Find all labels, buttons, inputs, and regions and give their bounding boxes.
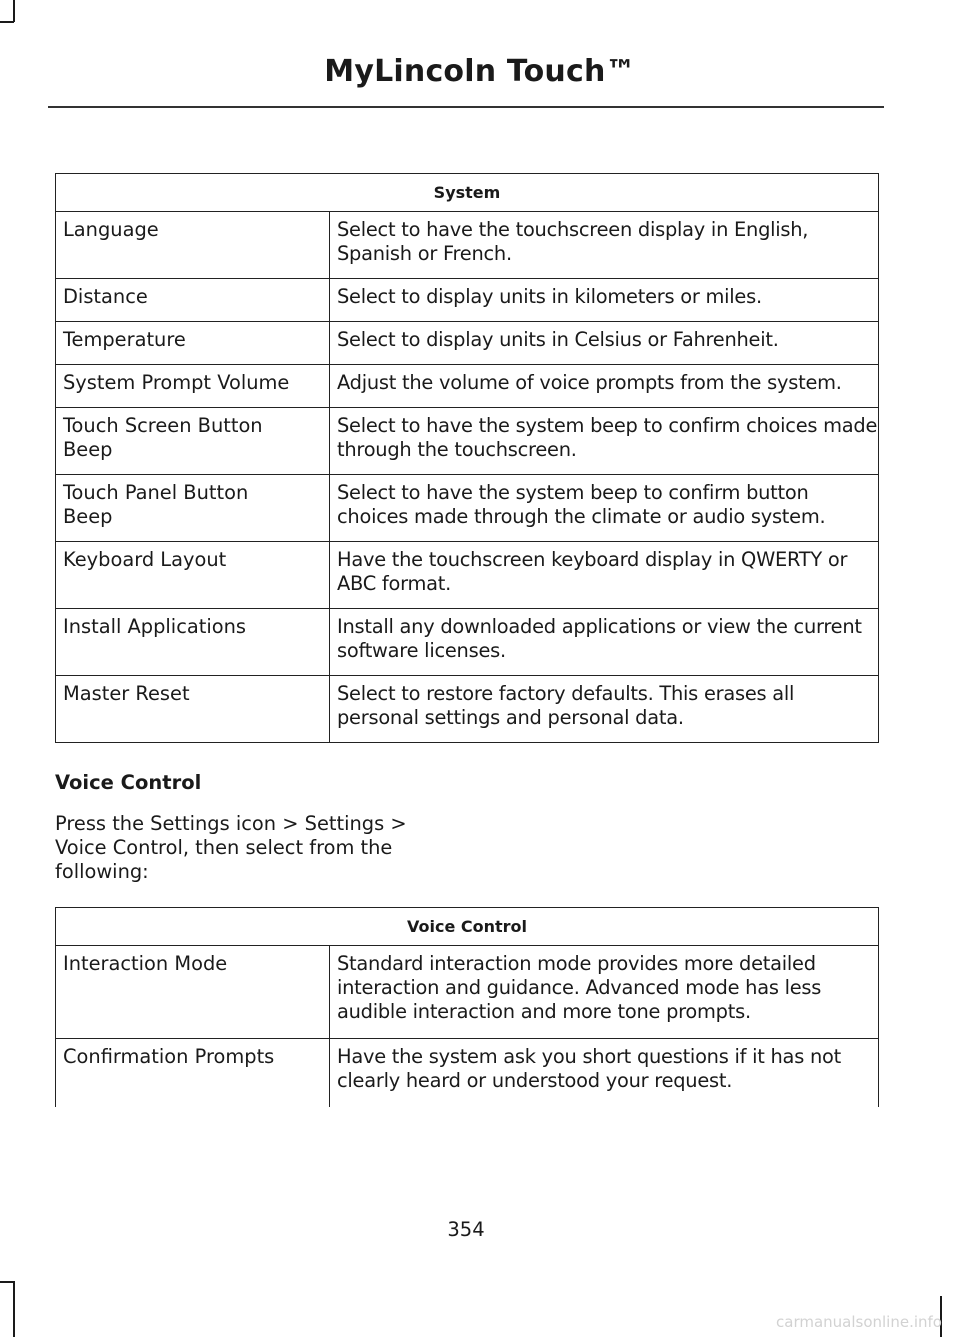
table-row bbox=[56, 365, 879, 408]
table-title: System bbox=[56, 174, 879, 212]
table-row bbox=[56, 212, 879, 279]
setting-description: Adjust the volume of voice prompts from the system. bbox=[330, 365, 879, 408]
setting-description: Select to restore factory defaults. This erases all personal settings and personal data. bbox=[330, 676, 879, 743]
system-settings-table bbox=[55, 173, 879, 743]
setting-name: Touch Screen Button Beep bbox=[56, 408, 330, 475]
setting-description: Select to have the system beep to confirm button choices made through the climate or audio system. bbox=[330, 475, 879, 542]
setting-description: Select to have the touchscreen display in English, Spanish or French. bbox=[330, 212, 879, 279]
table-row bbox=[56, 609, 879, 676]
crop-mark-bottom-left-vertical bbox=[13, 1281, 15, 1337]
table-row bbox=[56, 946, 879, 1039]
setting-name: Distance bbox=[56, 279, 330, 322]
setting-description: Install any downloaded applications or view the current software licenses. bbox=[330, 609, 879, 676]
table-row bbox=[56, 322, 879, 365]
table-row bbox=[56, 408, 879, 475]
header-divider bbox=[48, 106, 884, 108]
voice-control-table bbox=[55, 907, 879, 1107]
page-number: 354 bbox=[447, 1218, 485, 1241]
setting-description: Have the system ask you short questions if it has not clearly heard or understood your request. bbox=[330, 1039, 879, 1108]
watermark: carmanualsonline.info bbox=[776, 1313, 942, 1331]
setting-name: Temperature bbox=[56, 322, 330, 365]
table-row bbox=[56, 676, 879, 743]
setting-description: Select to have the system beep to confirm choices made through the touchscreen. bbox=[330, 408, 879, 475]
page-title: MyLincoln Touch™ bbox=[324, 54, 636, 89]
crop-mark-bottom-left-horizontal bbox=[0, 1281, 14, 1283]
setting-name: Interaction Mode bbox=[56, 946, 330, 1039]
setting-name: Master Reset bbox=[56, 676, 330, 743]
setting-name: Touch Panel Button Beep bbox=[56, 475, 330, 542]
setting-description: Standard interaction mode provides more detailed interaction and guidance. Advanced mode has less audible interaction and more tone prompts. bbox=[330, 946, 879, 1039]
table-row bbox=[56, 279, 879, 322]
section-heading: Voice Control bbox=[55, 771, 202, 794]
setting-description: Select to display units in Celsius or Fahrenheit. bbox=[330, 322, 879, 365]
setting-name: Keyboard Layout bbox=[56, 542, 330, 609]
setting-name: Confirmation Prompts bbox=[56, 1039, 330, 1108]
setting-name: Install Applications bbox=[56, 609, 330, 676]
table-row bbox=[56, 475, 879, 542]
crop-mark-top-left-vertical bbox=[13, 0, 15, 22]
table-row bbox=[56, 542, 879, 609]
setting-name: Language bbox=[56, 212, 330, 279]
table-row bbox=[56, 1039, 879, 1108]
setting-description: Have the touchscreen keyboard display in QWERTY or ABC format. bbox=[330, 542, 879, 609]
crop-mark-top-left-horizontal bbox=[0, 21, 14, 23]
setting-name: System Prompt Volume bbox=[56, 365, 330, 408]
setting-description: Select to display units in kilometers or miles. bbox=[330, 279, 879, 322]
section-body-text: Press the Settings icon > Settings > Voice Control, then select from the following: bbox=[55, 812, 407, 883]
table-header-row bbox=[56, 908, 879, 946]
table-title: Voice Control bbox=[56, 908, 879, 946]
table-header-row bbox=[56, 174, 879, 212]
